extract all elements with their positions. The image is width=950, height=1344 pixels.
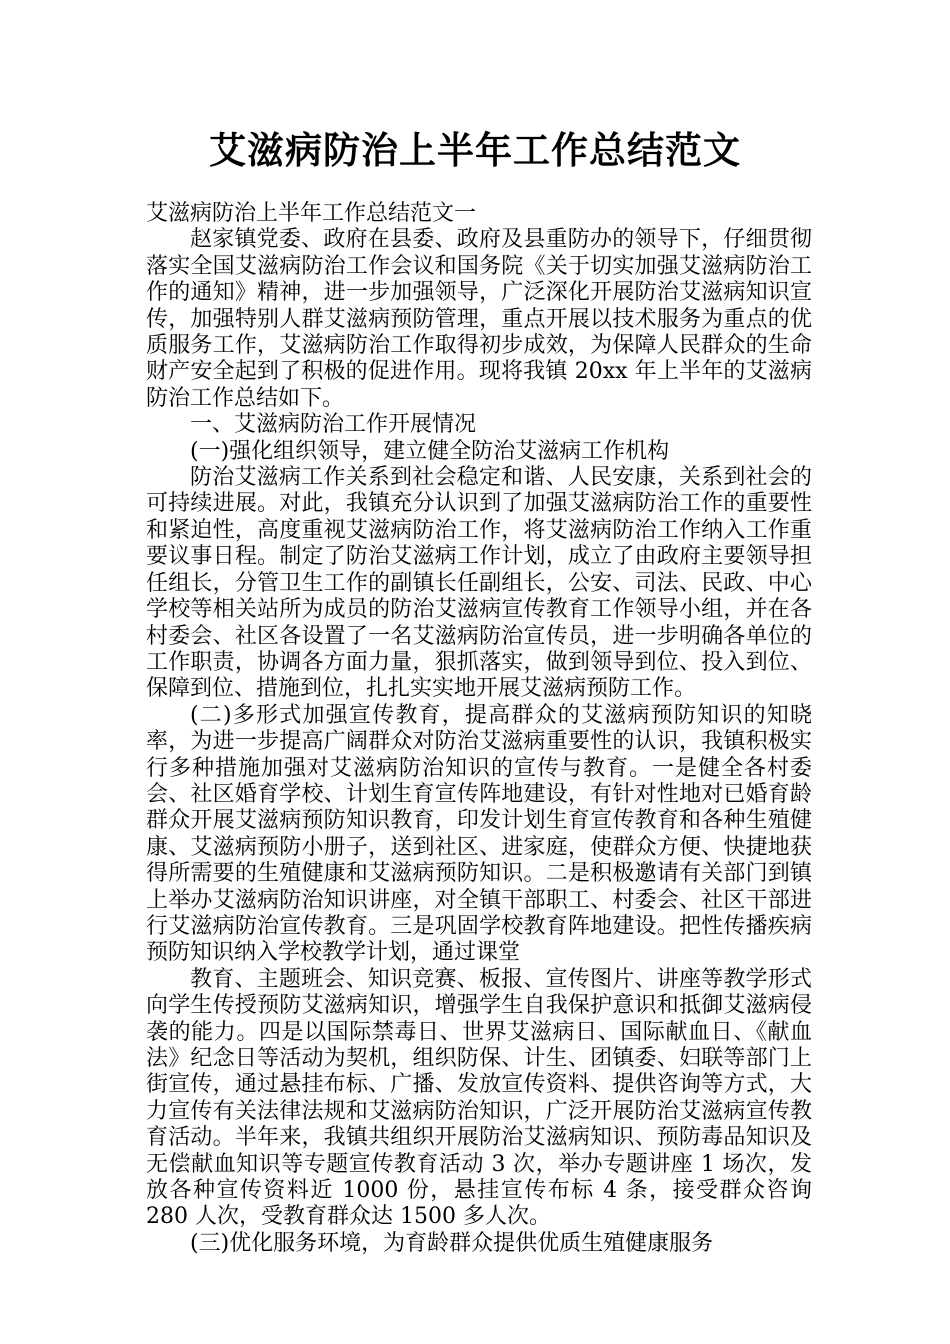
paragraph-intro: 赵家镇党委、政府在县委、政府及县重防办的领导下，仔细贯彻落实全国艾滋病防治工作会议和国务院《关于切实加强艾滋病防治工作的通知》精神，进一步加强领导，广泛深化开展防治艾滋病知识宣传，加强特别人群艾滋病预防管理，重点开展以技术服务为重点的优质服务工作，艾滋病防治工作取得初步成效，为保障人民群众的生命财产安全起到了积极的促进作用。现将我镇 20xx 年上半年的艾滋病防治工作总结如下。 (146, 227, 812, 411)
document-title: 艾滋病防治上半年工作总结范文 (209, 129, 741, 172)
document-body (146, 201, 812, 1257)
paragraph-heading-article-one: 艾滋病防治上半年工作总结范文一 (146, 201, 477, 226)
paragraph-organization: 防治艾滋病工作关系到社会稳定和谐、人民安康，关系到社会的可持续进展。对此，我镇充分认识到了加强艾滋病防治工作的重要性和紧迫性，高度重视艾滋病防治工作，将艾滋病防治工作纳入工作重要议事日程。制定了防治艾滋病工作计划，成立了由政府主要领导担任组长，分管卫生工作的副镇长任副组长，公安、司法、民政、中心学校等相关站所为成员的防治艾滋病宣传教育工作领导小组，并在各村委会、社区各设置了一名艾滋病防治宣传员，进一步明确各单位的工作职责，协调各方面力量，狠抓落实，做到领导到位、投入到位、保障到位、措施到位，扎扎实实地开展艾滋病预防工作。 (146, 465, 812, 702)
paragraph-subheading-1: (一)强化组织领导，建立健全防治艾滋病工作机构 (190, 438, 670, 464)
paragraph-education-activities: 教育、主题班会、知识竞赛、板报、宣传图片、讲座等教学形式向学生传授预防艾滋病知识，增强学生自我保护意识和抵御艾滋病侵袭的能力。四是以国际禁毒日、世界艾滋病日、国际献血日、《献血法》纪念日等活动为契机，组织防保、计生、团镇委、妇联等部门上街宣传，通过悬挂布标、广播、发放宣传资料、提供咨询等方式，大力宣传有关法律法规和艾滋病防治知识，广泛开展防治艾滋病宣传教育活动。半年来，我镇共组织开展防治艾滋病知识、预防毒品知识及无偿献血知识等专题宣传教育活动 3 次，举办专题讲座 1 场次，发放各种宣传资料近 1000 份，悬挂宣传布标 4 条，接受群众咨询 280 人次，受教育群众达 1500 多人次。 (146, 966, 812, 1230)
paragraph-subheading-3: (三)优化服务环境，为育龄群众提供优质生殖健康服务 (190, 1230, 714, 1256)
paragraph-publicity: (二)多形式加强宣传教育，提高群众的艾滋病预防知识的知晓率，为进一步提高广阔群众对防治艾滋病重要性的认识，我镇积极实行多种措施加强对艾滋病防治知识的宣传与教育。一是健全各村委会、社区婚育学校、计划生育宣传阵地建设，有针对性地对已婚育龄群众开展艾滋病预防知识教育，印发计划生育宣传教育和各种生殖健康、艾滋病预防小册子，送到社区、进家庭，使群众方便、快捷地获得所需要的生殖健康和艾滋病预防知识。二是积极邀请有关部门到镇上举办艾滋病防治知识讲座，对全镇干部职工、村委会、社区干部进行艾滋病防治宣传教育。三是巩固学校教育阵地建设。把性传播疾病预防知识纳入学校教学计划，通过课堂 (146, 702, 812, 966)
paragraph-section-heading-1: 一、艾滋病防治工作开展情况 (190, 412, 477, 438)
